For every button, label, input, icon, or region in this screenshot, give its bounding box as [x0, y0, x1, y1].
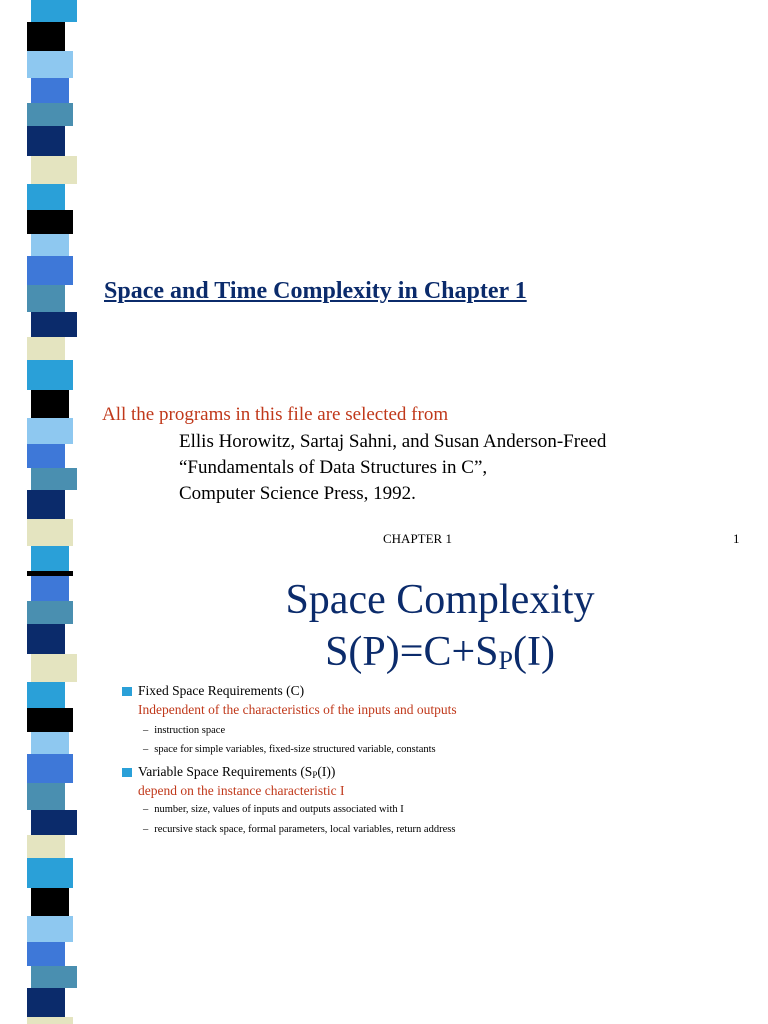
strip-segment	[27, 418, 73, 444]
formula-tail: (I)	[512, 629, 555, 675]
strip-segment	[27, 126, 65, 156]
strip-segment	[31, 468, 77, 490]
fixed-space-subitem	[143, 744, 436, 755]
fixed-space-note: Independent of the characteristics of the inputs and outputs	[138, 702, 457, 717]
strip-segment	[27, 519, 73, 546]
strip-segment	[31, 234, 69, 256]
subitem-text: instruction space	[154, 725, 226, 736]
strip-segment	[27, 103, 73, 126]
strip-segment	[27, 360, 73, 390]
square-bullet-icon	[122, 687, 132, 696]
slide-2	[0, 576, 768, 1024]
reference-book-title: “Fundamentals of Data Structures in C”,	[179, 457, 488, 478]
strip-segment	[31, 888, 69, 916]
strip-segment	[31, 732, 69, 754]
subitem-text: number, size, values of inputs and outputs associated with I	[154, 804, 404, 815]
strip-segment	[27, 682, 65, 708]
slide-title-line1: Space Complexity	[285, 577, 595, 623]
dash-icon: –	[143, 824, 149, 835]
formula-main: S(P)=C+S	[325, 629, 499, 675]
strip-segment	[27, 256, 73, 285]
strip-segment	[27, 285, 65, 312]
decorative-strip	[27, 576, 73, 1024]
formula-subscript: P	[498, 646, 513, 675]
strip-segment	[27, 210, 73, 234]
label-subscript: P	[312, 770, 318, 780]
strip-segment	[27, 988, 65, 1017]
strip-segment	[31, 78, 69, 103]
strip-segment	[27, 490, 65, 519]
strip-segment	[27, 783, 65, 810]
strip-segment	[27, 184, 65, 210]
square-bullet-icon	[122, 768, 132, 777]
dash-icon: –	[143, 804, 149, 815]
strip-segment	[27, 754, 73, 783]
dash-icon: –	[143, 744, 149, 755]
reference-authors: Ellis Horowitz, Sartaj Sahni, and Susan Anderson-Freed	[179, 431, 607, 452]
footer-chapter: CHAPTER 1	[383, 531, 452, 546]
strip-segment	[31, 390, 69, 418]
fixed-space-label: Fixed Space Requirements (C)	[138, 683, 305, 698]
variable-space-note: depend on the instance characteristic I	[138, 783, 345, 798]
strip-segment	[31, 546, 69, 571]
slide-title: Space and Time Complexity in Chapter 1	[104, 278, 527, 304]
variable-space-label	[138, 764, 335, 780]
strip-segment	[31, 156, 77, 184]
label-tail: (I))	[317, 764, 336, 779]
strip-segment	[27, 916, 73, 942]
label-main: Variable Space Requirements (S	[138, 764, 313, 779]
strip-segment	[31, 0, 77, 22]
strip-segment	[31, 576, 69, 601]
reference-publisher: Computer Science Press, 1992.	[179, 483, 416, 504]
strip-segment	[31, 810, 77, 835]
subitem-text: space for simple variables, fixed-size structured variable, constants	[154, 744, 436, 755]
intro-text: All the programs in this file are selected from	[102, 404, 449, 425]
decorative-strip	[27, 0, 73, 576]
fixed-space-subitem	[143, 725, 225, 736]
strip-segment	[27, 708, 73, 732]
slide-title-formula	[170, 626, 710, 687]
variable-space-subitem	[143, 804, 404, 815]
strip-segment	[27, 835, 65, 858]
strip-segment	[27, 1017, 73, 1024]
footer-page-number: 1	[733, 531, 740, 546]
strip-segment	[27, 858, 73, 888]
variable-space-subitem	[143, 824, 455, 835]
strip-segment	[31, 312, 77, 337]
strip-segment	[27, 51, 73, 78]
strip-segment	[31, 966, 77, 988]
subitem-text: recursive stack space, formal parameters, local variables, return address	[154, 824, 456, 835]
strip-segment	[27, 942, 65, 966]
strip-segment	[27, 624, 65, 654]
strip-segment	[27, 337, 65, 360]
strip-segment	[31, 654, 77, 682]
strip-segment	[27, 444, 65, 468]
strip-segment	[27, 22, 65, 51]
strip-segment	[27, 601, 73, 624]
dash-icon: –	[143, 725, 149, 736]
